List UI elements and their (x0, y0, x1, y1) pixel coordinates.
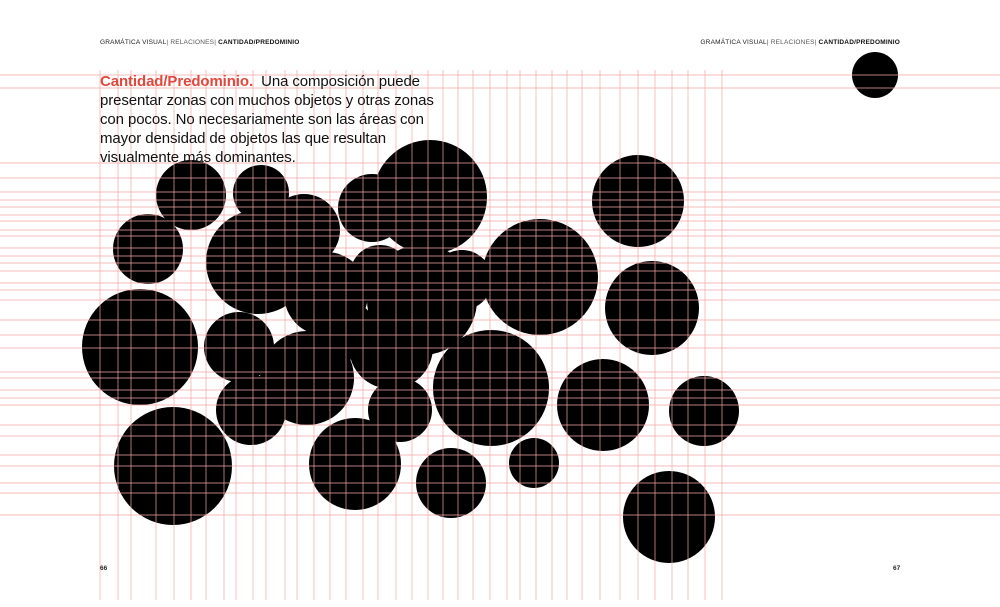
section-title: Cantidad/Predominio. (100, 73, 254, 90)
intro-body: Una composición puede presentar zonas con muchos objetos y otras zonas con pocos. No necesariamente son las áreas con mayor densidad de objetos las que resultan visualmente más dominantes. (100, 73, 434, 166)
intro-paragraph (100, 72, 440, 167)
black-circle (433, 330, 549, 446)
header-right-part1: GRAMÁTICA VISUAL (700, 39, 767, 46)
header-left-part2: | RELACIONES| (166, 39, 219, 46)
black-circle (82, 289, 198, 405)
running-header-right (700, 39, 900, 46)
black-circle (113, 214, 183, 284)
black-circle (216, 375, 286, 445)
header-left-current: CANTIDAD/PREDOMINIO (218, 39, 300, 46)
black-circle (482, 219, 598, 335)
black-circle (432, 250, 492, 310)
black-circle (315, 300, 375, 360)
black-circle (350, 245, 410, 305)
header-right-current: CANTIDAD/PREDOMINIO (818, 39, 900, 46)
black-circle (623, 471, 715, 563)
page-number-right: 67 (893, 565, 901, 572)
black-circle (605, 261, 699, 355)
black-circle (309, 418, 401, 510)
header-left-part1: GRAMÁTICA VISUAL (100, 39, 167, 46)
running-header-left (100, 39, 300, 46)
black-circle (669, 376, 739, 446)
page-number-left: 66 (100, 565, 108, 572)
header-right-part2: | RELACIONES| (766, 39, 819, 46)
black-circle (509, 438, 559, 488)
